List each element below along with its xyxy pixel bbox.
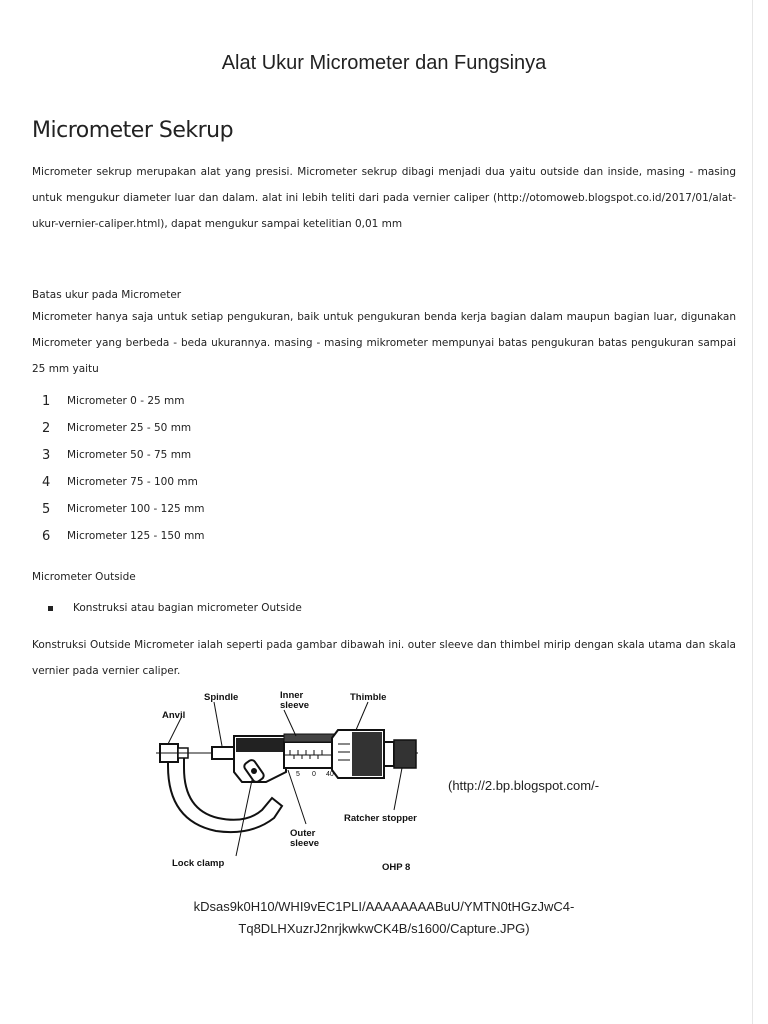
scale-label: 0: [312, 771, 316, 778]
batas-paragraph: Micrometer hanya saja untuk setiap pengukuran, baik untuk pengukuran benda kerja bagian dalam maupun bagian luar, digunakan Micrometer yang berbeda - beda ukurannya. masing - masing mikrometer mempunyai batas pengukuran batas pengukuran sampai 25 mm yaitu: [32, 311, 736, 375]
list-text: Micrometer 75 - 100 mm: [67, 476, 198, 488]
section-heading: Micrometer Sekrup: [32, 118, 234, 143]
image-link-part3[interactable]: Tq8DLHXuzrJ2nrjkwkwCK4B/s1600/Capture.JPG): [238, 921, 530, 936]
list-item: [32, 388, 205, 415]
spindle-label: Spindle: [204, 692, 239, 703]
ohp-label: OHP 8: [382, 862, 411, 872]
bullet-item: [48, 602, 302, 614]
document-title: Alat Ukur Micrometer dan Fungsinya: [221, 52, 547, 74]
scale-label: 40: [326, 771, 334, 778]
list-item: [32, 442, 205, 469]
micrometer-diagram: [156, 686, 436, 872]
list-text: Micrometer 100 - 125 mm: [67, 503, 205, 515]
bullet-text: Konstruksi atau bagian micrometer Outside: [73, 602, 302, 614]
list-item: [32, 523, 205, 550]
spindle-shape: [212, 747, 236, 759]
batas-section: [32, 282, 736, 382]
bullet-square-icon: [48, 606, 53, 611]
batas-label: Batas ukur pada Micrometer: [32, 289, 182, 301]
ratchet-stopper-label: Ratcher stopper: [344, 813, 417, 824]
outside-label: Micrometer Outside: [32, 571, 136, 583]
thimble-label: Thimble: [350, 692, 387, 703]
list-number: 5: [42, 502, 51, 517]
outer-sleeve-label: Outer: [290, 828, 316, 839]
list-number: 1: [42, 394, 51, 409]
range-list: [32, 388, 205, 550]
ratchet-stopper-shape: [384, 742, 394, 766]
list-text: Micrometer 25 - 50 mm: [67, 422, 192, 434]
inner-sleeve-label: sleeve: [280, 700, 310, 711]
image-link-part2[interactable]: kDsas9k0H10/WHI9vEC1PLI/AAAAAAAABuU/YMTN0tHGzJwC4-: [193, 899, 575, 914]
list-number: 6: [42, 529, 51, 544]
image-link-continuation[interactable]: [0, 896, 768, 940]
list-number: 2: [42, 421, 51, 436]
intro-paragraph: Micrometer sekrup merupakan alat yang presisi. Micrometer sekrup dibagi menjadi dua yaitu outside dan inside, masing - masing untuk mengukur diameter luar dan dalam. alat ini lebih teliti dari pada vernier caliper (http://otomoweb.blogspot.co.id/2017/01/alat-ukur-vernier-caliper.html), dapat mengukur sampai ketelitian 0,01 mm: [32, 166, 736, 230]
inner-sleeve-label: Inner: [280, 690, 304, 701]
konstruksi-paragraph: Konstruksi Outside Micrometer ialah seperti pada gambar dibawah ini. outer sleeve dan thimbel mirip dengan skala utama dan skala vernier pada vernier caliper.: [32, 639, 736, 677]
image-link-part1[interactable]: (http://2.bp.blogspot.com/-: [448, 778, 600, 793]
list-item: [32, 496, 205, 523]
list-number: 4: [42, 475, 51, 490]
list-text: Micrometer 0 - 25 mm: [67, 395, 185, 407]
list-number: 3: [42, 448, 51, 463]
list-item: [32, 415, 205, 442]
scale-label: 5: [296, 771, 300, 778]
outer-sleeve-label: sleeve: [290, 838, 320, 849]
lock-clamp-label: Lock clamp: [172, 858, 225, 869]
list-item: [32, 469, 205, 496]
list-text: Micrometer 125 - 150 mm: [67, 530, 205, 542]
anvil-label: Anvil: [162, 710, 186, 721]
list-text: Micrometer 50 - 75 mm: [67, 449, 192, 461]
